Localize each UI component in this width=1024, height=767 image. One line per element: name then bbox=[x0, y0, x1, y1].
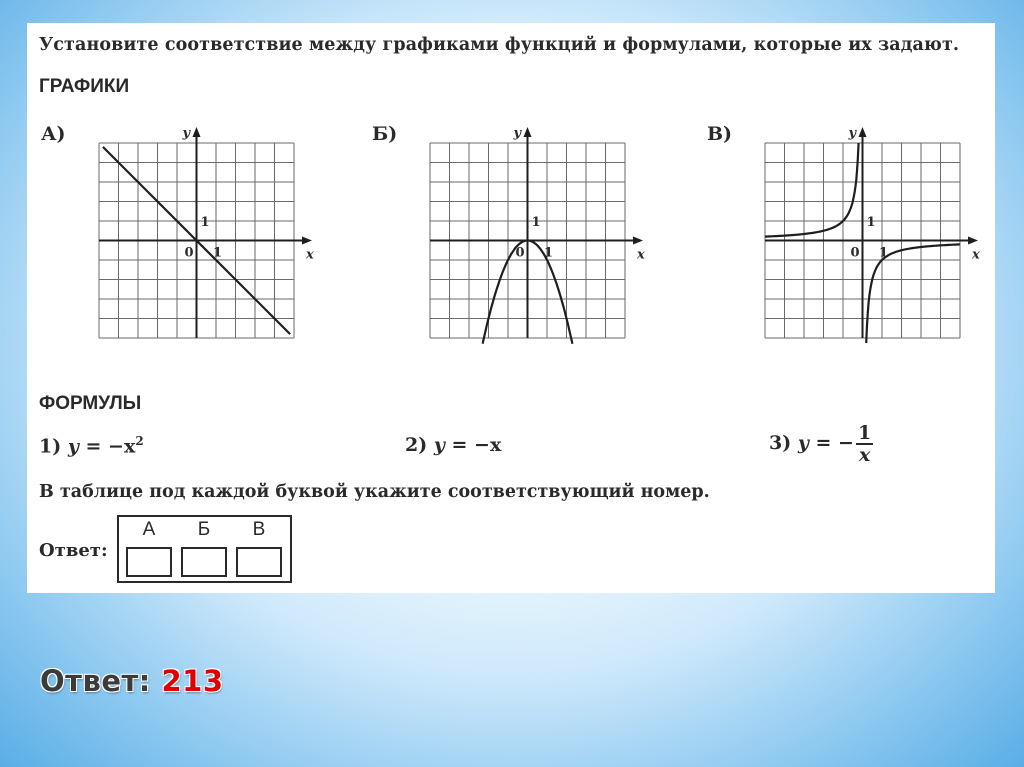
formula-3-numerator: 1 bbox=[857, 422, 872, 444]
formula-3-rhs: = − bbox=[815, 432, 854, 454]
graph-c bbox=[755, 123, 985, 353]
answer-cell-c[interactable] bbox=[236, 547, 282, 577]
y-axis-arrow-icon bbox=[524, 127, 532, 137]
formula-1 bbox=[39, 434, 144, 457]
graph-a bbox=[89, 123, 319, 353]
x-axis-arrow-icon bbox=[633, 237, 643, 245]
final-answer bbox=[40, 664, 224, 698]
function-curve-left-branch bbox=[765, 143, 859, 237]
formula-3-lhs: y bbox=[797, 432, 809, 454]
instruction-text: В таблице под каждой буквой укажите соответствующий номер. bbox=[39, 482, 710, 502]
y-unit-label: 1 bbox=[866, 215, 876, 230]
answer-table bbox=[117, 515, 292, 583]
origin-label: 0 bbox=[515, 245, 525, 261]
x-axis-label: x bbox=[637, 247, 645, 263]
y-axis-label: y bbox=[848, 126, 857, 141]
formula-1-lhs: y bbox=[67, 435, 79, 458]
formula-3-number: 3) bbox=[769, 432, 792, 454]
graph-b bbox=[420, 123, 650, 353]
x-axis-arrow-icon bbox=[302, 237, 312, 245]
y-axis-label: y bbox=[513, 126, 522, 141]
answer-column-a: А bbox=[142, 519, 156, 540]
x-axis-label: x bbox=[306, 247, 314, 263]
formula-3-fraction bbox=[856, 423, 873, 465]
x-unit-label: 1 bbox=[544, 245, 554, 261]
answer-column-c: В bbox=[252, 519, 266, 540]
y-unit-label: 1 bbox=[200, 215, 210, 230]
formula-2-number: 2) bbox=[405, 434, 428, 456]
y-unit-label: 1 bbox=[531, 215, 541, 230]
formula-3 bbox=[769, 423, 873, 465]
y-axis-arrow-icon bbox=[193, 127, 201, 137]
formula-1-number: 1) bbox=[39, 435, 62, 458]
y-axis-label: y bbox=[182, 126, 191, 141]
y-axis-arrow-icon bbox=[859, 127, 867, 137]
formula-2 bbox=[405, 434, 501, 456]
formula-1-rhs: = −x bbox=[85, 435, 136, 458]
final-answer-label: Ответ: bbox=[40, 664, 151, 698]
answer-cell-a[interactable] bbox=[126, 547, 172, 577]
task-sheet bbox=[27, 23, 995, 593]
graphs-heading: ГРАФИКИ bbox=[39, 76, 130, 97]
x-unit-label: 1 bbox=[879, 245, 889, 261]
graph-b-label: Б) bbox=[372, 123, 398, 145]
x-axis-label: x bbox=[972, 247, 980, 263]
task-text: Установите соответствие между графиками функций и формулами, которые их задают. bbox=[39, 35, 960, 55]
origin-label: 0 bbox=[184, 245, 194, 261]
formula-3-denominator: x bbox=[858, 444, 871, 466]
formulas-heading: ФОРМУЛЫ bbox=[39, 393, 142, 414]
answer-label: Ответ: bbox=[39, 540, 108, 561]
x-axis-arrow-icon bbox=[968, 237, 978, 245]
formula-1-power: 2 bbox=[135, 434, 144, 448]
origin-label: 0 bbox=[850, 245, 860, 261]
formula-2-lhs: y bbox=[433, 434, 445, 456]
x-unit-label: 1 bbox=[213, 245, 223, 261]
final-answer-value: 213 bbox=[161, 664, 224, 698]
graph-c-label: В) bbox=[707, 123, 733, 145]
answer-cell-b[interactable] bbox=[181, 547, 227, 577]
formula-2-rhs: = −x bbox=[451, 434, 502, 456]
graph-a-label: А) bbox=[41, 123, 66, 145]
answer-column-b: Б bbox=[197, 519, 211, 540]
